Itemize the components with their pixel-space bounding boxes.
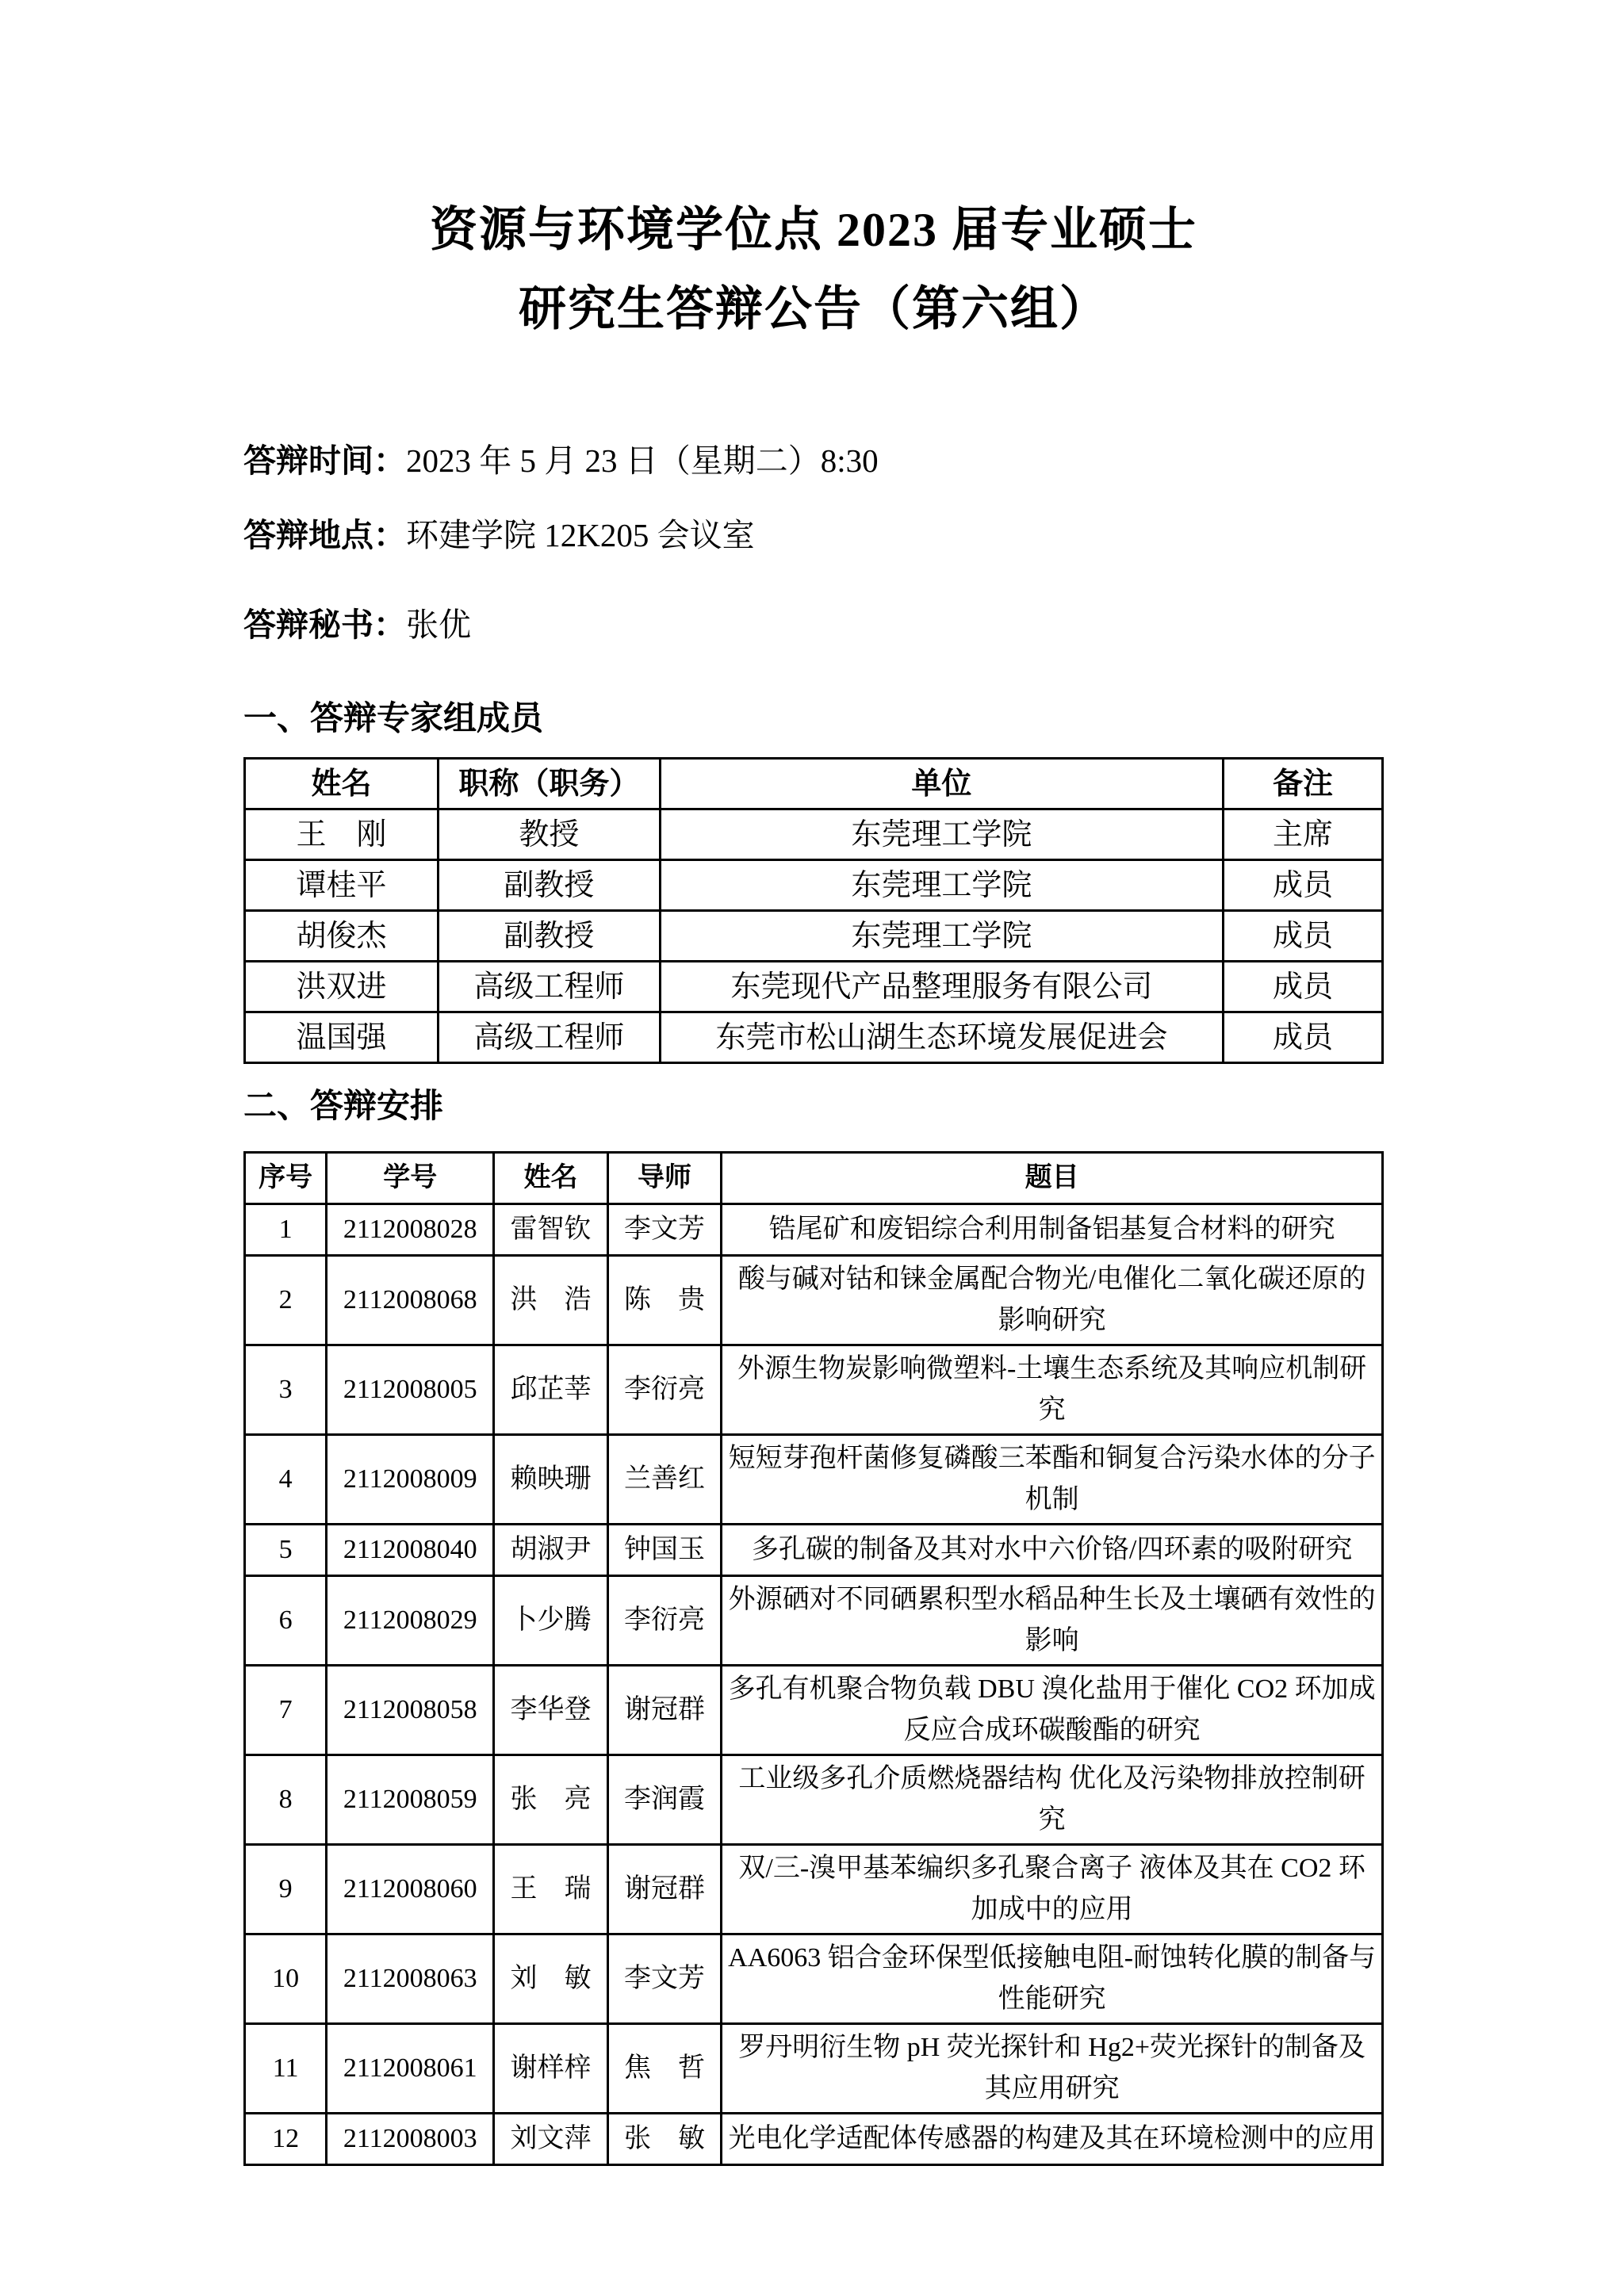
table-row <box>245 1576 1383 1666</box>
table-cell: 成员 <box>1224 962 1383 1012</box>
page-title-line-1: 资源与环境学位点 2023 届专业硕士 <box>430 204 1197 256</box>
defense-secretary-label: 答辩秘书： <box>243 607 406 643</box>
table-cell: 4 <box>245 1435 327 1525</box>
table-cell: 2112008028 <box>327 1204 494 1256</box>
table-cell: 2112008068 <box>327 1256 494 1345</box>
table-cell: 李文芳 <box>607 1934 722 2024</box>
table-cell: 罗丹明衍生物 pH 荧光探针和 Hg2+荧光探针的制备及其应用研究 <box>722 2024 1383 2114</box>
table-cell: 温国强 <box>245 1012 439 1063</box>
table-cell: 外源生物炭影响微塑料-土壤生态系统及其响应机制研究 <box>722 1345 1383 1435</box>
column-header: 姓名 <box>245 759 439 809</box>
defense-time-label: 答辩时间： <box>243 442 406 479</box>
table-cell: 2112008061 <box>327 2024 494 2114</box>
table-cell: 2112008060 <box>327 1845 494 1934</box>
table-cell: 外源硒对不同硒累积型水稻品种生长及土壤硒有效性的影响 <box>722 1576 1383 1666</box>
schedule-table <box>243 1151 1384 2166</box>
table-cell: 10 <box>245 1934 327 2024</box>
table-cell: 副教授 <box>438 911 660 962</box>
column-header: 导师 <box>607 1153 722 1204</box>
table-cell: 刘 敏 <box>494 1934 608 2024</box>
table-cell: 9 <box>245 1845 327 1934</box>
table-row <box>245 860 1383 911</box>
table-cell: 张 亮 <box>494 1755 608 1845</box>
table-cell: 谢样梓 <box>494 2024 608 2114</box>
table-cell: 张 敏 <box>607 2114 722 2165</box>
table-cell: 李衍亮 <box>607 1345 722 1435</box>
table-cell: 光电化学适配体传感器的构建及其在环境检测中的应用 <box>722 2114 1383 2165</box>
table-cell: 主席 <box>1224 809 1383 860</box>
defense-secretary-value: 张优 <box>406 607 471 643</box>
table-cell: 多孔有机聚合物负载 DBU 溴化盐用于催化 CO2 环加成反应合成环碳酸酯的研究 <box>722 1666 1383 1755</box>
defense-time-value: 2023 年 5 月 23 日（星期二）8:30 <box>406 442 879 479</box>
table-cell: 谭桂平 <box>245 860 439 911</box>
table-cell: 雷智钦 <box>494 1204 608 1256</box>
table-cell: 高级工程师 <box>438 962 660 1012</box>
table-cell: 成员 <box>1224 911 1383 962</box>
table-cell: 2 <box>245 1256 327 1345</box>
table-cell: 东莞理工学院 <box>660 809 1223 860</box>
table-row <box>245 1204 1383 1256</box>
table-row <box>245 2114 1383 2165</box>
table-cell: 兰善红 <box>607 1435 722 1525</box>
table-cell: 陈 贵 <box>607 1256 722 1345</box>
table-cell: 李衍亮 <box>607 1576 722 1666</box>
table-cell: 5 <box>245 1525 327 1576</box>
table-cell: 王 刚 <box>245 809 439 860</box>
table-cell: 谢冠群 <box>607 1666 722 1755</box>
table-cell: 教授 <box>438 809 660 860</box>
table-cell: 李润霞 <box>607 1755 722 1845</box>
table-row <box>245 1666 1383 1755</box>
table-cell: 成员 <box>1224 1012 1383 1063</box>
experts-table <box>243 757 1384 1064</box>
table-cell: 双/三-溴甲基苯编织多孔聚合离子 液体及其在 CO2 环加成中的应用 <box>722 1845 1383 1934</box>
table-cell: 2112008029 <box>327 1576 494 1666</box>
table-row <box>245 2024 1383 2114</box>
column-header: 职称（职务） <box>438 759 660 809</box>
defense-location-label: 答辩地点： <box>243 517 406 553</box>
column-header: 姓名 <box>494 1153 608 1204</box>
table-row <box>245 1256 1383 1345</box>
column-header: 单位 <box>660 759 1223 809</box>
table-cell: 多孔碳的制备及其对水中六价铬/四环素的吸附研究 <box>722 1525 1383 1576</box>
header-row <box>245 1153 1383 1204</box>
table-cell: 2112008059 <box>327 1755 494 1845</box>
defense-time-line <box>243 441 1384 480</box>
table-cell: 卜少腾 <box>494 1576 608 1666</box>
defense-location-line <box>243 515 1384 555</box>
table-cell: 东莞市松山湖生态环境发展促进会 <box>660 1012 1223 1063</box>
table-cell: 钟国玉 <box>607 1525 722 1576</box>
table-cell: 焦 哲 <box>607 2024 722 2114</box>
section-heading-schedule: 二、答辩安排 <box>243 1089 444 1125</box>
table-row <box>245 1345 1383 1435</box>
table-cell: 高级工程师 <box>438 1012 660 1063</box>
table-cell: 6 <box>245 1576 327 1666</box>
table-row <box>245 962 1383 1012</box>
table-row <box>245 1934 1383 2024</box>
table-cell: 酸与碱对钴和铼金属配合物光/电催化二氧化碳还原的影响研究 <box>722 1256 1383 1345</box>
column-header: 序号 <box>245 1153 327 1204</box>
defense-location-value: 环建学院 12K205 会议室 <box>406 517 755 553</box>
table-cell: 邱芷莘 <box>494 1345 608 1435</box>
table-cell: 东莞理工学院 <box>660 860 1223 911</box>
table-cell: 东莞现代产品整理服务有限公司 <box>660 962 1223 1012</box>
table-cell: 副教授 <box>438 860 660 911</box>
table-cell: 王 瑞 <box>494 1845 608 1934</box>
table-cell: AA6063 铝合金环保型低接触电阻-耐蚀转化膜的制备与性能研究 <box>722 1934 1383 2024</box>
table-cell: 胡淑尹 <box>494 1525 608 1576</box>
table-row <box>245 911 1383 962</box>
table-cell: 李华登 <box>494 1666 608 1755</box>
table-cell: 2112008003 <box>327 2114 494 2165</box>
table-cell: 洪双进 <box>245 962 439 1012</box>
table-cell: 谢冠群 <box>607 1845 722 1934</box>
table-cell: 2112008009 <box>327 1435 494 1525</box>
table-cell: 东莞理工学院 <box>660 911 1223 962</box>
table-cell: 2112008063 <box>327 1934 494 2024</box>
document-content <box>243 0 1384 2166</box>
table-cell: 2112008005 <box>327 1345 494 1435</box>
table-cell: 胡俊杰 <box>245 911 439 962</box>
table-row <box>245 1012 1383 1063</box>
table-cell: 8 <box>245 1755 327 1845</box>
table-row <box>245 1525 1383 1576</box>
table-cell: 工业级多孔介质燃烧器结构 优化及污染物排放控制研究 <box>722 1755 1383 1845</box>
table-row <box>245 1755 1383 1845</box>
defense-secretary-line <box>243 605 1384 645</box>
table-cell: 12 <box>245 2114 327 2165</box>
defense-info-block <box>243 441 1384 645</box>
table-cell: 2112008040 <box>327 1525 494 1576</box>
column-header: 学号 <box>327 1153 494 1204</box>
header-row <box>245 759 1383 809</box>
table-cell: 锆尾矿和废铝综合利用制备铝基复合材料的研究 <box>722 1204 1383 1256</box>
table-row <box>245 1435 1383 1525</box>
table-cell: 1 <box>245 1204 327 1256</box>
column-header: 备注 <box>1224 759 1383 809</box>
table-row <box>245 1845 1383 1934</box>
table-cell: 成员 <box>1224 860 1383 911</box>
table-cell: 李文芳 <box>607 1204 722 1256</box>
table-cell: 洪 浩 <box>494 1256 608 1345</box>
table-row <box>245 809 1383 860</box>
table-cell: 7 <box>245 1666 327 1755</box>
table-cell: 短短芽孢杆菌修复磷酸三苯酯和铜复合污染水体的分子机制 <box>722 1435 1383 1525</box>
table-cell: 3 <box>245 1345 327 1435</box>
column-header: 题目 <box>722 1153 1383 1204</box>
table-cell: 刘文萍 <box>494 2114 608 2165</box>
page-title <box>243 190 1384 349</box>
section-heading-experts: 一、答辩专家组成员 <box>243 701 544 737</box>
page-title-line-2: 研究生答辩公告（第六组） <box>519 283 1109 335</box>
table-cell: 11 <box>245 2024 327 2114</box>
table-cell: 赖映珊 <box>494 1435 608 1525</box>
table-cell: 2112008058 <box>327 1666 494 1755</box>
